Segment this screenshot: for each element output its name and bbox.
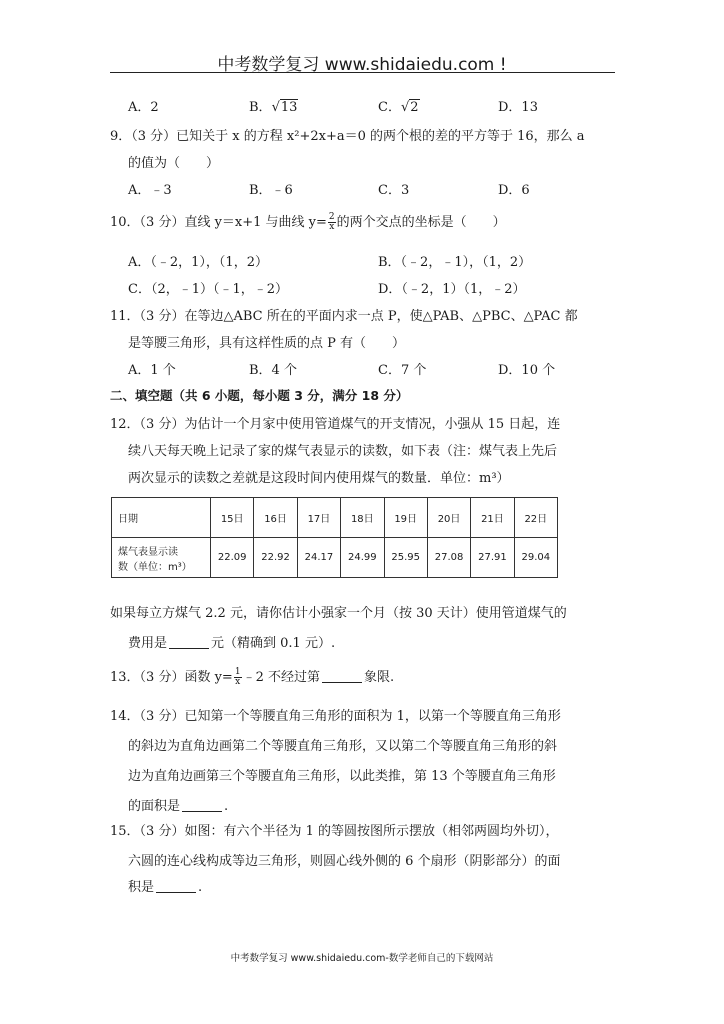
q11-option-b: B．4 个 — [249, 363, 297, 378]
q15-line2: 六圆的连心线构成等边三角形，则圆心线外侧的 6 个扇形（阴影部分）的面 — [128, 854, 561, 869]
q10-stem-suffix: 的两个交点的坐标是（ ） — [336, 215, 506, 230]
answer-blank — [156, 880, 196, 893]
q12-after-prefix: 费用是 — [128, 636, 168, 651]
q10-option-c: C．（2，﹣1）（﹣1，﹣2） — [128, 282, 289, 297]
q8-option-b: B．√13 — [249, 100, 298, 115]
q12-after-suffix: 元（精确到 0.1 元）. — [211, 636, 336, 651]
q10-frac-num: 2 — [328, 212, 335, 222]
q13-stem — [110, 666, 394, 687]
q14-line2: 的斜边为直角边画第二个等腰直角三角形，又以第二个等腰直角三角形的斜 — [128, 739, 558, 754]
q13-fraction — [234, 668, 242, 687]
table-cell-date: 19日 — [384, 498, 427, 538]
q12-line3: 两次显示的读数之差就是这段时间内使用煤气的数量．单位：m³） — [128, 471, 510, 486]
q8-option-a: A．2 — [128, 100, 159, 115]
table-cell-reading: 22.09 — [211, 538, 254, 578]
q14-line3: 边为直角边画第三个等腰直角三角形，以此类推，第 13 个等腰直角三角形 — [128, 769, 556, 784]
q8-option-c-label: C． — [378, 100, 401, 115]
q10-option-d: D．（﹣2，1）（1，﹣2） — [378, 282, 526, 297]
q12-after-line1: 如果每立方煤气 2.2 元，请你估计小强家一个月（按 30 天计）使用管道煤气的 — [110, 606, 567, 621]
q9-option-a: A．﹣3 — [128, 183, 172, 198]
q9-option-c: C．3 — [378, 183, 410, 198]
q15-line3-prefix: 积是 — [128, 880, 155, 895]
q8-option-b-label: B． — [249, 100, 272, 115]
reading-header-line1: 煤气表显示读 — [118, 546, 178, 558]
q15-line3 — [128, 876, 202, 895]
q10-stem-prefix: 10．（3 分）直线 y＝x+1 与曲线 y= — [110, 215, 327, 230]
q10-frac-den: x — [329, 222, 335, 232]
q11-option-c: C．7 个 — [378, 363, 427, 378]
q12-line2: 续八天每天晚上记录了家的煤气表显示的读数，如下表（注：煤气表上先后 — [128, 444, 558, 459]
table-cell-date: 20日 — [427, 498, 470, 538]
q15-line3-suffix: . — [198, 880, 203, 895]
q10-fraction — [328, 213, 336, 232]
q13-frac-num: 1 — [234, 667, 241, 677]
table-cell-date: 22日 — [514, 498, 557, 538]
q10-stem — [110, 211, 506, 232]
q12-after-line2 — [128, 632, 335, 651]
q14-line4-suffix: . — [224, 799, 229, 814]
q13-mid: ﹣2 不经过第 — [242, 670, 320, 685]
page-header-title: 中考数学复习 www.shidaiedu.com ! — [217, 55, 507, 75]
table-header-reading — [112, 538, 211, 578]
q9-line2: 的值为（ ） — [128, 156, 220, 171]
q8-option-d: D．13 — [498, 100, 538, 115]
q14-line4-prefix: 的面积是 — [128, 799, 181, 814]
q8-option-b-radicand: 13 — [280, 100, 298, 115]
table-cell-reading: 22.92 — [254, 538, 297, 578]
table-cell-date: 17日 — [297, 498, 340, 538]
q12-line1: 12．（3 分）为估计一个月家中使用管道煤气的开支情况，小强从 15 日起，连 — [110, 417, 561, 432]
q10-option-a: A．（﹣2，1），（1，2） — [128, 255, 268, 270]
q14-line4 — [128, 795, 228, 814]
table-cell-date: 15日 — [211, 498, 254, 538]
q13-frac-den: x — [235, 677, 241, 687]
table-cell-reading: 27.08 — [427, 538, 470, 578]
table-cell-date: 21日 — [471, 498, 514, 538]
q11-line2: 是等腰三角形，具有这样性质的点 P 有（ ） — [128, 336, 406, 351]
q10-option-b: B．（﹣2，﹣1），（1，2） — [378, 255, 532, 270]
table-row-readings — [112, 538, 558, 578]
header-divider — [110, 72, 615, 73]
table-row-dates — [112, 498, 558, 538]
q13-suffix: 象限. — [363, 670, 395, 685]
q8-option-c: C．√2 — [378, 100, 419, 115]
q13-prefix: 13．（3 分）函数 y= — [110, 670, 233, 685]
section-2-title: 二、填空题（共 6 小题，每小题 3 分，满分 18 分） — [110, 388, 409, 403]
table-cell-reading: 25.95 — [384, 538, 427, 578]
reading-header-line2: 数（单位：m³） — [118, 561, 192, 573]
q9-option-b: B．﹣6 — [249, 183, 293, 198]
table-cell-reading: 29.04 — [514, 538, 557, 578]
q9-option-d: D．6 — [498, 183, 530, 198]
q15-line1: 15．（3 分）如图：有六个半径为 1 的等圆按图所示摆放（相邻两圆均外切）， — [110, 824, 559, 839]
table-cell-reading: 24.99 — [341, 538, 384, 578]
answer-blank — [169, 636, 209, 649]
answer-blank — [322, 670, 362, 683]
q11-line1: 11．（3 分）在等边△ABC 所在的平面内求一点 P，使△PAB、△PBC、△PAC 都 — [110, 309, 578, 324]
q11-option-d: D．10 个 — [498, 363, 556, 378]
table-cell-reading: 24.17 — [297, 538, 340, 578]
q9-line1: 9．（3 分）已知关于 x 的方程 x²+2x+a＝0 的两个根的差的平方等于 16，那么 a — [110, 129, 585, 144]
answer-blank — [182, 799, 222, 812]
table-cell-date: 16日 — [254, 498, 297, 538]
table-header-date: 日期 — [112, 498, 211, 538]
q14-line1: 14．（3 分）已知第一个等腰直角三角形的面积为 1，以第一个等腰直角三角形 — [110, 709, 561, 724]
table-cell-date: 18日 — [341, 498, 384, 538]
q8-option-c-radicand: 2 — [410, 100, 419, 115]
page-footer: 中考数学复习 www.shidaiedu.com-数学老师自己的下载网站 — [230, 953, 494, 964]
gas-meter-table — [111, 497, 558, 578]
q11-option-a: A．1 个 — [128, 363, 176, 378]
table-cell-reading: 27.91 — [471, 538, 514, 578]
